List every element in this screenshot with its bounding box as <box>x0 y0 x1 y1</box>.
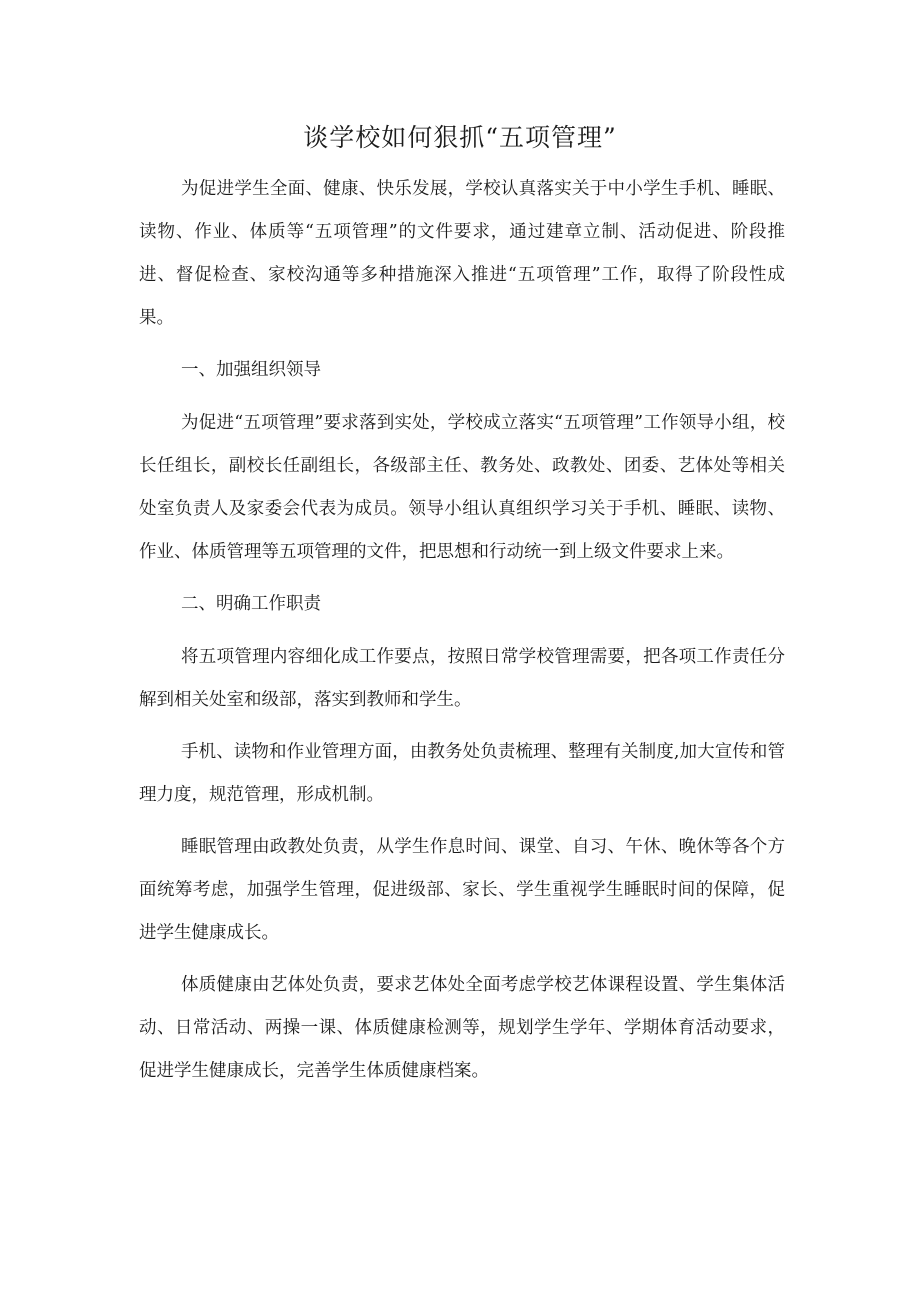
section-2-paragraph-2: 手机、读物和作业管理方面，由教务处负责梳理、整理有关制度,加大宣传和管理力度，规范管理，形成机制。 <box>139 742 785 805</box>
document-body <box>139 168 785 1102</box>
section-1-paragraph: 为促进“五项管理”要求落到实处，学校成立落实“五项管理”工作领导小组，校长任组长，副校长任副组长，各级部主任、教务处、政教处、团委、艺体处等相关处室负责人及家委会代表为成员。领导小组认真组织学习关于手机、睡眠、读物、作业、体质管理等五项管理的文件，把思想和行动统一到上级文件要求上来。 <box>139 413 785 562</box>
section-2-paragraph-3: 睡眠管理由政教处负责，从学生作息时间、课堂、自习、午休、晚休等各个方面统筹考虑，加强学生管理，促进级部、家长、学生重视学生睡眠时间的保障，促进学生健康成长。 <box>139 837 785 943</box>
section-2-paragraph-4: 体质健康由艺体处负责，要求艺体处全面考虑学校艺体课程设置、学生集体活动、日常活动、两操一课、体质健康检测等，规划学生学年、学期体育活动要求，促进学生健康成长，完善学生体质健康档案。 <box>139 975 785 1081</box>
section-heading-1: 一、加强组织领导 <box>181 360 321 380</box>
intro-paragraph: 为促进学生全面、健康、快乐发展，学校认真落实关于中小学生手机、睡眠、读物、作业、体质等“五项管理”的文件要求，通过建章立制、活动促进、阶段推进、督促检查、家校沟通等多种措施深入推进“五项管理”工作，取得了阶段性成果。 <box>139 179 785 328</box>
section-heading-2: 二、明确工作职责 <box>181 594 321 614</box>
section-2-paragraph-1: 将五项管理内容细化成工作要点，按照日常学校管理需要，把各项工作责任分解到相关处室和级部，落实到教师和学生。 <box>139 647 785 710</box>
document-title: 谈学校如何狠抓“五项管理” <box>303 123 617 152</box>
